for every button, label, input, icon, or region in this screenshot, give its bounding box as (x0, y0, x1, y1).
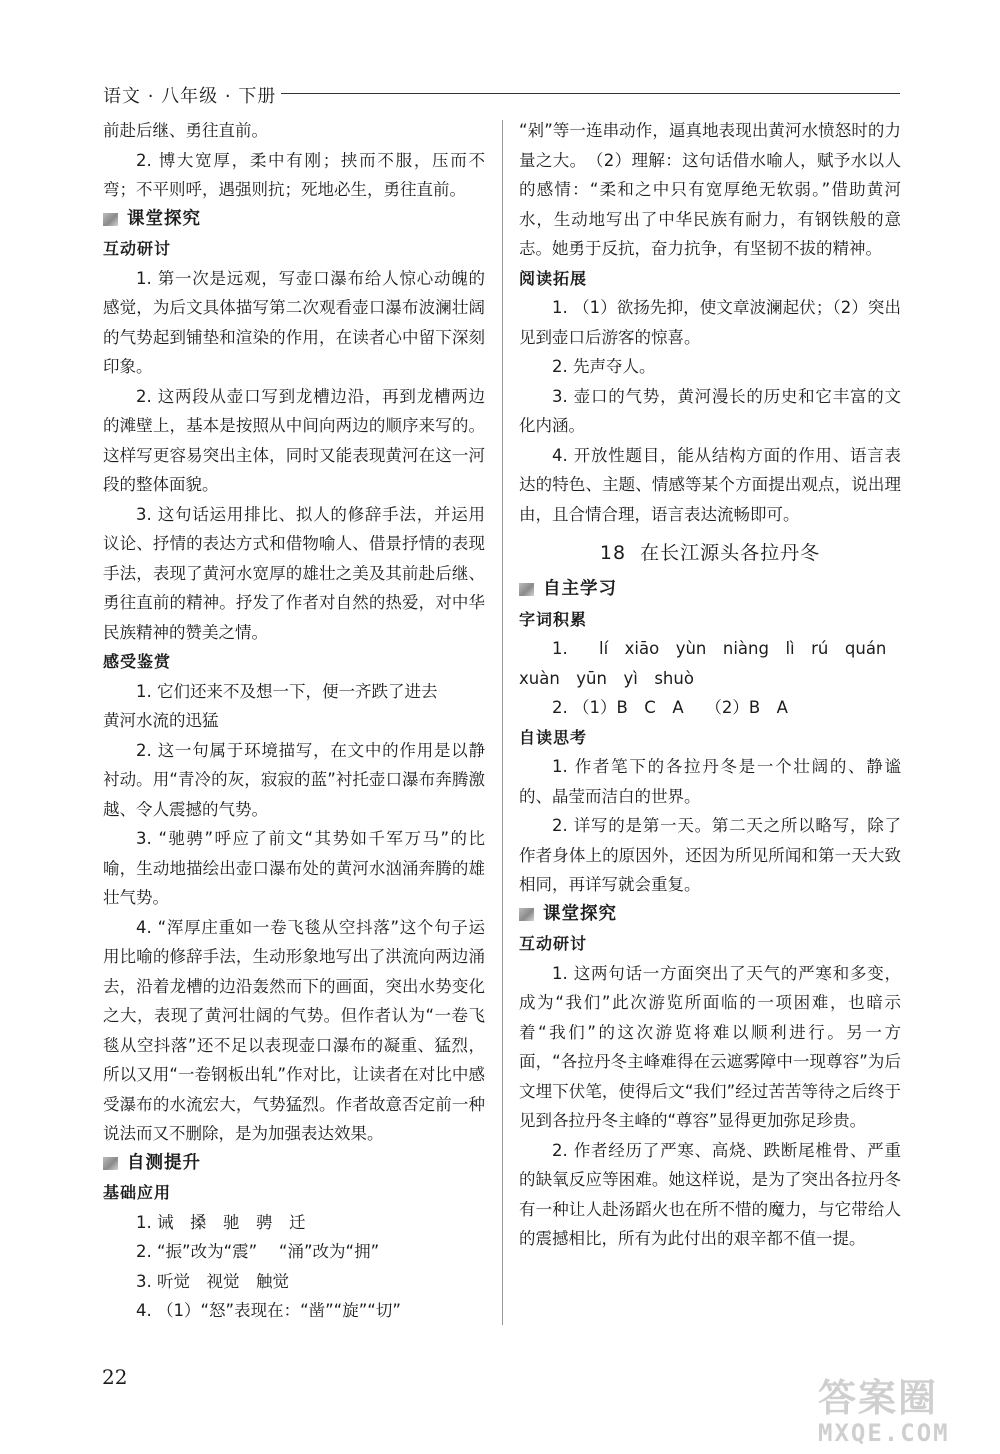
paragraph: 1. （1）欲扬先抑，使文章波澜起伏；（2）突出见到壶口后游客的惊喜。 (519, 298, 901, 347)
section-marker-icon (103, 213, 118, 226)
paragraph: 1. 作者笔下的各拉丹冬是一个壮阔的、静谧的、晶莹而洁白的世界。 (519, 757, 901, 806)
subheading-jichu: 基础应用 (103, 1183, 172, 1202)
section-heading-zizhu (519, 575, 901, 605)
paragraph: “剁”等一连串动作，逼真地表现出黄河水愤怒时的力量之大。 （2）理解：这句话借水喻人，赋予水以人的感情：“柔和之中只有宽厚绝无软弱。”借助黄河水，生动地写出了中华民族有耐力，有钢铁般的意志。她勇于反抗，奋力抗争，有坚韧不拔的精神。 (519, 121, 901, 258)
paragraph: 1. 第一次是远观，写壶口瀑布给人惊心动魄的感觉，为后文具体描写第二次观看壶口瀑布波澜壮阔的气势起到铺垫和渲染的作用，在读者心中留下深刻印象。 (103, 268, 485, 376)
section-heading-label: 课堂探究 (543, 903, 617, 924)
section-heading-zice (103, 1149, 485, 1179)
lesson-title (519, 538, 901, 568)
page-number: 22 (102, 1365, 128, 1389)
paragraph: 黄河水流的迅猛 (103, 711, 219, 730)
watermark-url: MXQE.COM (818, 1419, 950, 1447)
subheading-zidu: 自读思考 (519, 727, 588, 747)
section-marker-icon (519, 583, 534, 596)
subheading-hudong: 互动研讨 (519, 934, 588, 953)
header-title: 语文 · 八年级 · 下册 (103, 86, 277, 107)
section-heading-label: 自主学习 (543, 579, 617, 599)
lesson-number: 18 (599, 542, 627, 564)
paragraph: 2. （1）B C A （2）B A (552, 698, 788, 717)
paragraph: 2. 这两段从壶口写到龙槽边沿，再到龙槽两边的滩壁上，基本是按照从中间向两边的顺序来写的。这样写更容易突出主体，同时又能表现黄河在这一河段的整体面貌。 (103, 386, 485, 494)
paragraph: 4. “浑厚庄重如一卷飞毯从空抖落”这个句子运用比喻的修辞手法，生动形象地写出了洪流向两边涌去，沿着龙槽的边沿轰然而下的画面，突出水势变化之大，表现了黄河壮阔的气势。但作者认为“一卷飞毯从空抖落”还不足以表现壶口瀑布的凝重、猛烈，所以又用“一卷钢板出轧”作对比，让读者在对比中感受瀑布的水流宏大，气势猛烈。作者故意否定前一种说法而又不删除，是为加强表达效果。 (103, 917, 485, 1143)
paragraph: 2. 先声夺人。 (552, 357, 656, 376)
right-column (519, 116, 901, 1254)
paragraph: 1. 它们还来不及想一下，便一齐跌了进去 (136, 681, 438, 701)
subheading-ganshou: 感受鉴赏 (103, 652, 172, 671)
header-rule (281, 93, 900, 94)
subheading-hudong: 互动研讨 (103, 239, 172, 258)
paragraph: 2. 作者经历了严寒、高烧、跌断尾椎骨、严重的缺氧反应等困难。她这样说，是为了突出各拉丹冬有一种让人赴汤蹈火也在所不惜的魔力，与它带给人的震撼相比，所有为此付出的艰辛都不值一提。 (519, 1140, 901, 1248)
paragraph: 3. 这句话运用排比、拟人的修辞手法，并运用议论、抒情的表达方式和借物喻人、借景抒情的表现手法，表现了黄河水宽厚的雄壮之美及其前赴后继、勇往直前的精神。抒发了作者对自然的热爱，对中华民族精神的赞美之情。 (103, 504, 485, 642)
paragraph: 2. “振”改为“震” “涌”改为“拥” (136, 1242, 380, 1261)
section-heading-ketang (519, 900, 901, 930)
paragraph: 4. 开放性题目，能从结构方面的作用、语言表达的特色、主题、情感等某个方面提出观点，说出理由，且合情合理，语言表达流畅即可。 (519, 445, 901, 524)
watermark-logo (818, 1376, 988, 1448)
subheading-zici: 字词积累 (519, 609, 588, 629)
subheading-yuedu: 阅读拓展 (519, 268, 588, 288)
pinyin-line: xuàn yūn yì shuò (519, 668, 694, 688)
paragraph: 3. “驰骋”呼应了前文“其势如千军万马”的比喻，生动地描绘出壶口瀑布处的黄河水汹涌奔腾的雄壮气势。 (103, 829, 485, 907)
watermark-text: 答案圈 (818, 1376, 939, 1420)
column-divider (502, 120, 503, 1325)
section-marker-icon (103, 1157, 118, 1170)
page-header (103, 82, 900, 106)
paragraph: 1. 诫 搡 驰 骋 迁 (136, 1212, 306, 1232)
paragraph: 4. （1）“怒”表现在：“凿”“旋”“切” (136, 1301, 401, 1320)
paragraph: 3. 听觉 视觉 触觉 (136, 1271, 289, 1291)
paragraph: 前赴后继、勇往直前。 (103, 121, 268, 140)
lesson-title-text: 在长江源头各拉丹冬 (640, 542, 821, 564)
paragraph: 1. 这两句话一方面突出了天气的严寒和多变，成为“我们”此次游览所面临的一项困难，也暗示着“我们”的这次游览将难以顺利进行。另一方面，“各拉丹冬主峰难得在云遮雾障中一现尊容”为后文埋下伏笔，使得后文“我们”经过苦苦等待之后终于见到各拉丹冬主峰的“尊容”显得更加弥足珍贵。 (519, 963, 901, 1130)
section-heading-label: 课堂探究 (127, 208, 201, 229)
paragraph: 2. 详写的是第一天。第二天之所以略写，除了作者身体上的原因外，还因为所见所闻和第一天大致相同，再详写就会重复。 (519, 816, 901, 894)
pinyin-line: 1. lí xiāo yùn niàng lì rú quán (552, 639, 887, 658)
paragraph: 3. 壶口的气势，黄河漫长的历史和它丰富的文化内涵。 (519, 386, 901, 435)
paragraph: 2. 这一句属于环境描写，在文中的作用是以静衬动。用“青冷的灰，寂寂的蓝”衬托壶口瀑布奔腾激越、令人震撼的气势。 (103, 740, 485, 819)
section-marker-icon (519, 908, 534, 921)
section-heading-label: 自测提升 (127, 1152, 201, 1173)
paragraph: 2. 博大宽厚，柔中有刚；挟而不服，压而不弯；不平则呼，遇强则抗；死地必生，勇往直前。 (103, 150, 485, 199)
section-heading-ketang (103, 205, 485, 235)
left-column (103, 116, 485, 1326)
